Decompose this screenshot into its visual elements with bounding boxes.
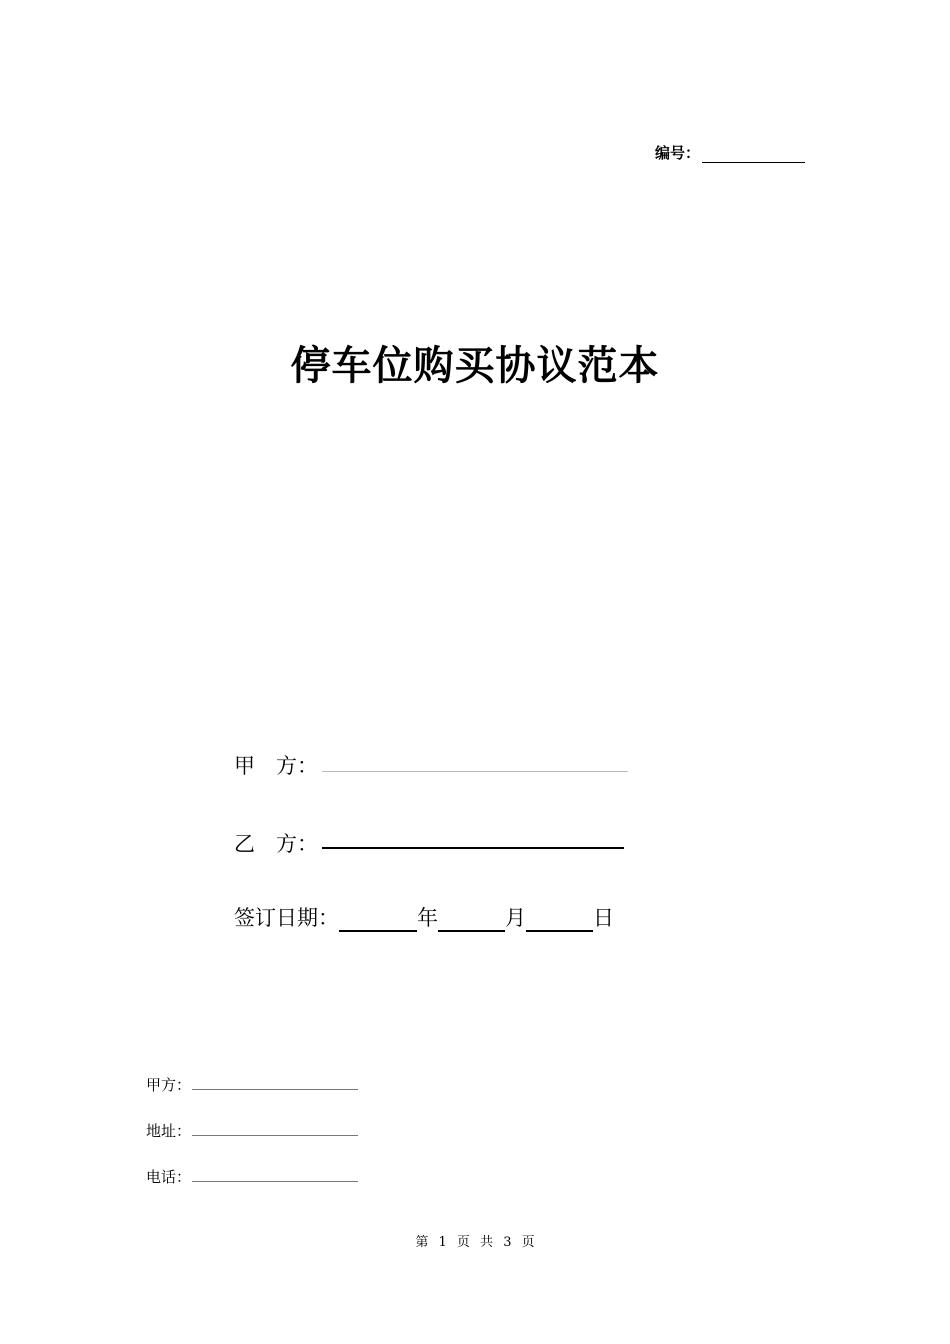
party-a-blank <box>322 771 628 772</box>
day-blank <box>526 908 593 932</box>
serial-blank <box>702 145 805 163</box>
info-phone-blank <box>192 1181 358 1182</box>
info-address-label: 地址： <box>146 1122 192 1140</box>
sign-date-label: 签订日期： <box>234 906 339 930</box>
month-blank <box>438 908 505 932</box>
page-number: 第 1 页 共 3 页 <box>415 1235 535 1250</box>
party-b-label: 乙 方： <box>234 832 318 856</box>
day-label: 日 <box>593 906 614 930</box>
info-party-a-label: 甲方： <box>146 1076 192 1094</box>
sign-date-row <box>234 902 614 932</box>
info-party-a-blank <box>192 1089 358 1090</box>
year-label: 年 <box>417 906 438 930</box>
year-blank <box>339 908 417 932</box>
info-phone-label: 电话： <box>146 1168 192 1186</box>
serial-number <box>655 142 805 163</box>
month-label: 月 <box>505 906 526 930</box>
serial-label: 编号： <box>655 144 701 162</box>
party-b-row <box>234 828 318 858</box>
info-address-blank <box>192 1135 358 1136</box>
document-title: 停车位购买协议范本 <box>290 342 660 389</box>
party-b-blank <box>322 847 624 849</box>
party-a-row <box>234 750 318 780</box>
party-a-label: 甲 方： <box>234 754 318 778</box>
